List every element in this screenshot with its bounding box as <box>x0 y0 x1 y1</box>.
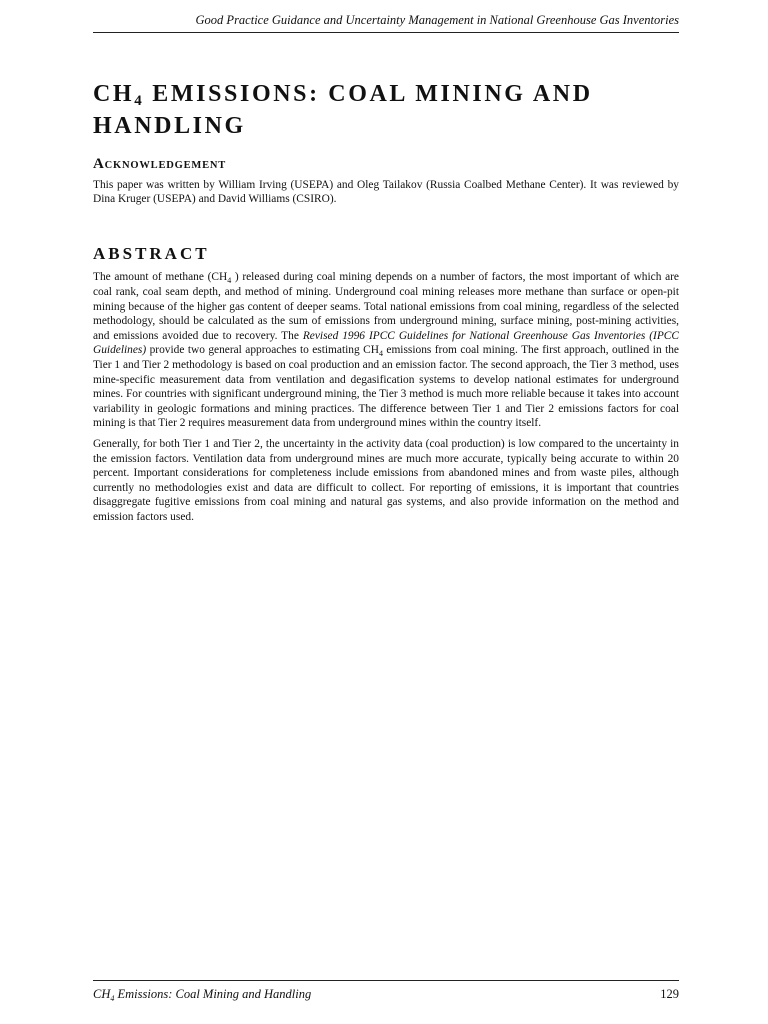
title-subscript: 4 <box>134 93 142 109</box>
acknowledgement-heading <box>93 156 226 174</box>
footer-rest: Emissions: Coal Mining and Handling <box>114 987 312 1001</box>
footer-title <box>93 986 311 1004</box>
p1-text-d: emissions from coal mining. The first approach, outlined in the Tier 1 and Tier 2 methodology is based on coal production and an emission factor. The second approach, the Tier 3 method, uses mine-specific measurement data from ventilation and degasification systems to develop national estimates for underground mines. For countries with significant underground mining, the Tier 3 method is much more reliable because it takes into account variability in geologic formations and mining practices. The difference between Tier 1 and Tier 2 emissions factors for coal mining is that Tier 2 requires measurement data from underground mines within the country itself. <box>93 344 679 430</box>
p1-subscript-1: 4 <box>227 276 232 285</box>
p1-text-c: provide two general approaches to estimating CH <box>146 344 379 357</box>
footer-prefix: CH <box>93 987 111 1001</box>
footer-rule <box>93 980 679 981</box>
acknowledgement-text: This paper was written by William Irving (USEPA) and Oleg Tailakov (Russia Coalbed Methane Center). It was reviewed by Dina Kruger (USEPA) and David Williams (CSIRO). <box>93 179 679 206</box>
header-rule <box>93 32 679 33</box>
abstract-heading: ABSTRACT <box>93 244 210 263</box>
p1-text-b: ) released during coal mining depends on a number of factors, the most important of which are coal rank, coal seam depth, and method of mining. Underground coal mining releases more methane than surface or open-pit mining because of the higher gas content of deeper seams. Total national emissions from coal mining, regardless of the selected methodology, should be calculated as the sum of emissions from underground mining, surface mining, post-mining activities, and emissions avoided due to recovery. The <box>93 271 679 342</box>
p1-text-a: The amount of methane (CH <box>93 271 228 283</box>
p1-italic-citation: Revised 1996 IPCC Guidelines for National Greenhouse Gas Inventories (IPCC Guidelines) <box>93 329 679 357</box>
abstract-paragraph-2: Generally, for both Tier 1 and Tier 2, the uncertainty in the activity data (coal production) is low compared to the uncertainty in the emission factors. Ventilation data from underground mines are much more accurate, typically being accurate to within 20 percent. Important considerations for completeness include emissions from abandoned mines and from waste piles, although currently no methodologies exist and data are difficult to collect. For reporting of emissions, it is important that countries disaggregate fugitive emissions from coal mining and natural gas systems, and also provide information on the method and emission factors used. <box>93 438 679 523</box>
title-rest: EMISSIONS: COAL MINING AND <box>143 81 593 107</box>
title-line2: HANDLING <box>93 113 246 139</box>
ack-heading-cap: A <box>93 156 105 172</box>
ack-heading-rest: CKNOWLEDGEMENT <box>104 160 227 171</box>
page-number: 129 <box>660 987 679 1001</box>
p1-subscript-2: 4 <box>378 349 383 359</box>
title-prefix: CH <box>93 81 135 107</box>
abstract-body <box>93 270 679 524</box>
footer-subscript: 4 <box>110 994 115 1003</box>
page-title <box>93 80 679 141</box>
abstract-paragraph-1 <box>93 270 679 430</box>
running-header: Good Practice Guidance and Uncertainty Management in National Greenhouse Gas Inventories <box>195 13 679 27</box>
